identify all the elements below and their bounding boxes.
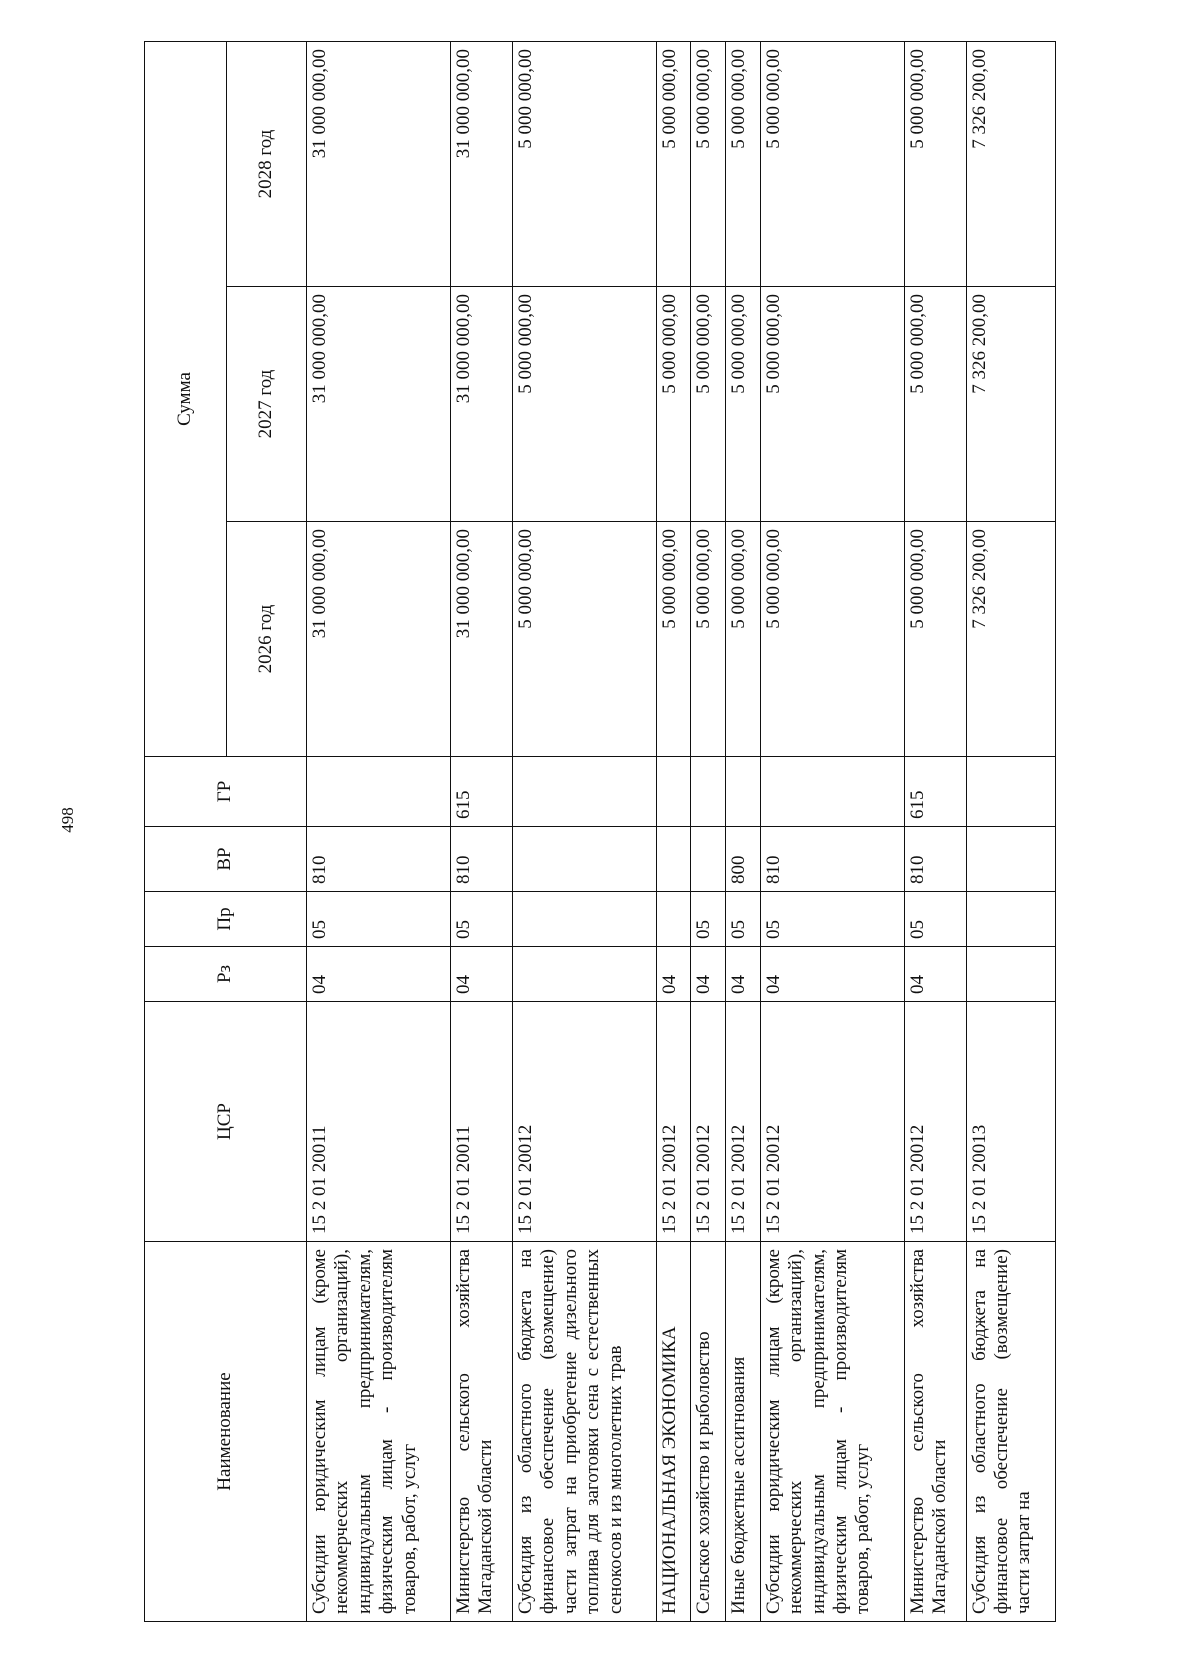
- cell-name: Субсидии юридическим лицам (кроме некоммерческих организаций), индивидуальным предпринимателям, физическим лицам - производителям товаров, работ, услуг: [307, 1242, 451, 1622]
- cell-pr: 05: [904, 892, 966, 947]
- cell-gr: 615: [450, 757, 512, 827]
- table-row: [691, 42, 726, 1622]
- cell-gr: [726, 757, 761, 827]
- cell-pr: [512, 892, 656, 947]
- cell-sum-2027: 5 000 000,00: [904, 287, 966, 522]
- cell-sum-2027: 5 000 000,00: [691, 287, 726, 522]
- cell-pr: [966, 892, 1055, 947]
- cell-rz: [966, 947, 1055, 1002]
- header-year-2026: 2026 год: [227, 522, 307, 757]
- table-row: [904, 42, 966, 1622]
- cell-gr: [691, 757, 726, 827]
- cell-vr: [656, 827, 691, 892]
- cell-rz: [512, 947, 656, 1002]
- cell-sum-2028: 31 000 000,00: [450, 42, 512, 287]
- cell-rz: 04: [760, 947, 904, 1002]
- header-name: Наименование: [145, 1242, 307, 1622]
- table-row: [512, 42, 656, 1622]
- header-row: [145, 42, 227, 1622]
- cell-sum-2026: 5 000 000,00: [691, 522, 726, 757]
- cell-rz: 04: [726, 947, 761, 1002]
- cell-sum-2028: 5 000 000,00: [760, 42, 904, 287]
- cell-name: НАЦИОНАЛЬНАЯ ЭКОНОМИКА: [656, 1242, 691, 1622]
- cell-sum-2028: 31 000 000,00: [307, 42, 451, 287]
- cell-rz: 04: [307, 947, 451, 1002]
- cell-vr: 810: [904, 827, 966, 892]
- table-row: [656, 42, 691, 1622]
- page-number: 498: [58, 807, 77, 833]
- cell-pr: [656, 892, 691, 947]
- cell-sum-2026: 31 000 000,00: [307, 522, 451, 757]
- cell-csr: 15 2 01 20012: [726, 1002, 761, 1242]
- cell-gr: 615: [904, 757, 966, 827]
- cell-sum-2026: 5 000 000,00: [512, 522, 656, 757]
- table-row: [760, 42, 904, 1622]
- cell-name: Сельское хозяйство и рыболовство: [691, 1242, 726, 1622]
- header-csr: ЦСР: [145, 1002, 307, 1242]
- cell-vr: 810: [450, 827, 512, 892]
- cell-name: Субсидия из областного бюджета на финансовое обеспечение (возмещение) части затрат на: [966, 1242, 1055, 1622]
- cell-csr: 15 2 01 20012: [760, 1002, 904, 1242]
- cell-csr: 15 2 01 20013: [966, 1002, 1055, 1242]
- cell-gr: [656, 757, 691, 827]
- cell-pr: 05: [450, 892, 512, 947]
- cell-sum-2028: 5 000 000,00: [512, 42, 656, 287]
- budget-table: [144, 41, 1056, 1622]
- cell-vr: 810: [307, 827, 451, 892]
- cell-sum-2028: 5 000 000,00: [656, 42, 691, 287]
- header-sum: Сумма: [145, 42, 227, 757]
- cell-sum-2026: 31 000 000,00: [450, 522, 512, 757]
- cell-vr: [691, 827, 726, 892]
- cell-sum-2027: 31 000 000,00: [450, 287, 512, 522]
- cell-sum-2027: 7 326 200,00: [966, 287, 1055, 522]
- cell-csr: 15 2 01 20011: [450, 1002, 512, 1242]
- header-year-2028: 2028 год: [227, 42, 307, 287]
- cell-sum-2027: 5 000 000,00: [656, 287, 691, 522]
- cell-pr: 05: [307, 892, 451, 947]
- cell-pr: 05: [691, 892, 726, 947]
- header-gr: ГР: [145, 757, 307, 827]
- cell-vr: [512, 827, 656, 892]
- cell-csr: 15 2 01 20012: [904, 1002, 966, 1242]
- cell-name: Иные бюджетные ассигнования: [726, 1242, 761, 1622]
- header-pr: Пр: [145, 892, 307, 947]
- cell-rz: 04: [904, 947, 966, 1002]
- cell-name: Субсидии юридическим лицам (кроме некоммерческих организаций), индивидуальным предпринимателям, физическим лицам - производителям товаров, работ, услуг: [760, 1242, 904, 1622]
- cell-csr: 15 2 01 20011: [307, 1002, 451, 1242]
- budget-table-container: [144, 42, 1056, 1622]
- cell-pr: 05: [726, 892, 761, 947]
- cell-sum-2027: 31 000 000,00: [307, 287, 451, 522]
- table-row: [450, 42, 512, 1622]
- cell-rz: 04: [691, 947, 726, 1002]
- cell-sum-2026: 5 000 000,00: [760, 522, 904, 757]
- cell-name: Министерство сельского хозяйства Магаданской области: [904, 1242, 966, 1622]
- cell-sum-2027: 5 000 000,00: [760, 287, 904, 522]
- cell-csr: 15 2 01 20012: [512, 1002, 656, 1242]
- table-body: [307, 42, 1056, 1622]
- cell-sum-2028: 5 000 000,00: [726, 42, 761, 287]
- cell-rz: 04: [450, 947, 512, 1002]
- cell-gr: [307, 757, 451, 827]
- header-year-2027: 2027 год: [227, 287, 307, 522]
- cell-sum-2027: 5 000 000,00: [512, 287, 656, 522]
- table-row: [726, 42, 761, 1622]
- cell-sum-2026: 5 000 000,00: [904, 522, 966, 757]
- table-row: [966, 42, 1055, 1622]
- header-rz: Рз: [145, 947, 307, 1002]
- cell-vr: [966, 827, 1055, 892]
- cell-csr: 15 2 01 20012: [691, 1002, 726, 1242]
- cell-sum-2028: 5 000 000,00: [904, 42, 966, 287]
- cell-csr: 15 2 01 20012: [656, 1002, 691, 1242]
- cell-name: Субсидия из областного бюджета на финансовое обеспечение (возмещение) части затрат на приобретение дизельного топлива для заготовки сена с естественных сенокосов и из многолетних трав: [512, 1242, 656, 1622]
- table-row: [307, 42, 451, 1622]
- cell-gr: [512, 757, 656, 827]
- cell-vr: 810: [760, 827, 904, 892]
- cell-rz: 04: [656, 947, 691, 1002]
- cell-sum-2027: 5 000 000,00: [726, 287, 761, 522]
- cell-pr: 05: [760, 892, 904, 947]
- cell-sum-2028: 5 000 000,00: [691, 42, 726, 287]
- cell-sum-2026: 5 000 000,00: [656, 522, 691, 757]
- cell-vr: 800: [726, 827, 761, 892]
- header-vr: ВР: [145, 827, 307, 892]
- cell-sum-2028: 7 326 200,00: [966, 42, 1055, 287]
- cell-sum-2026: 7 326 200,00: [966, 522, 1055, 757]
- cell-gr: [760, 757, 904, 827]
- cell-sum-2026: 5 000 000,00: [726, 522, 761, 757]
- cell-name: Министерство сельского хозяйства Магаданской области: [450, 1242, 512, 1622]
- cell-gr: [966, 757, 1055, 827]
